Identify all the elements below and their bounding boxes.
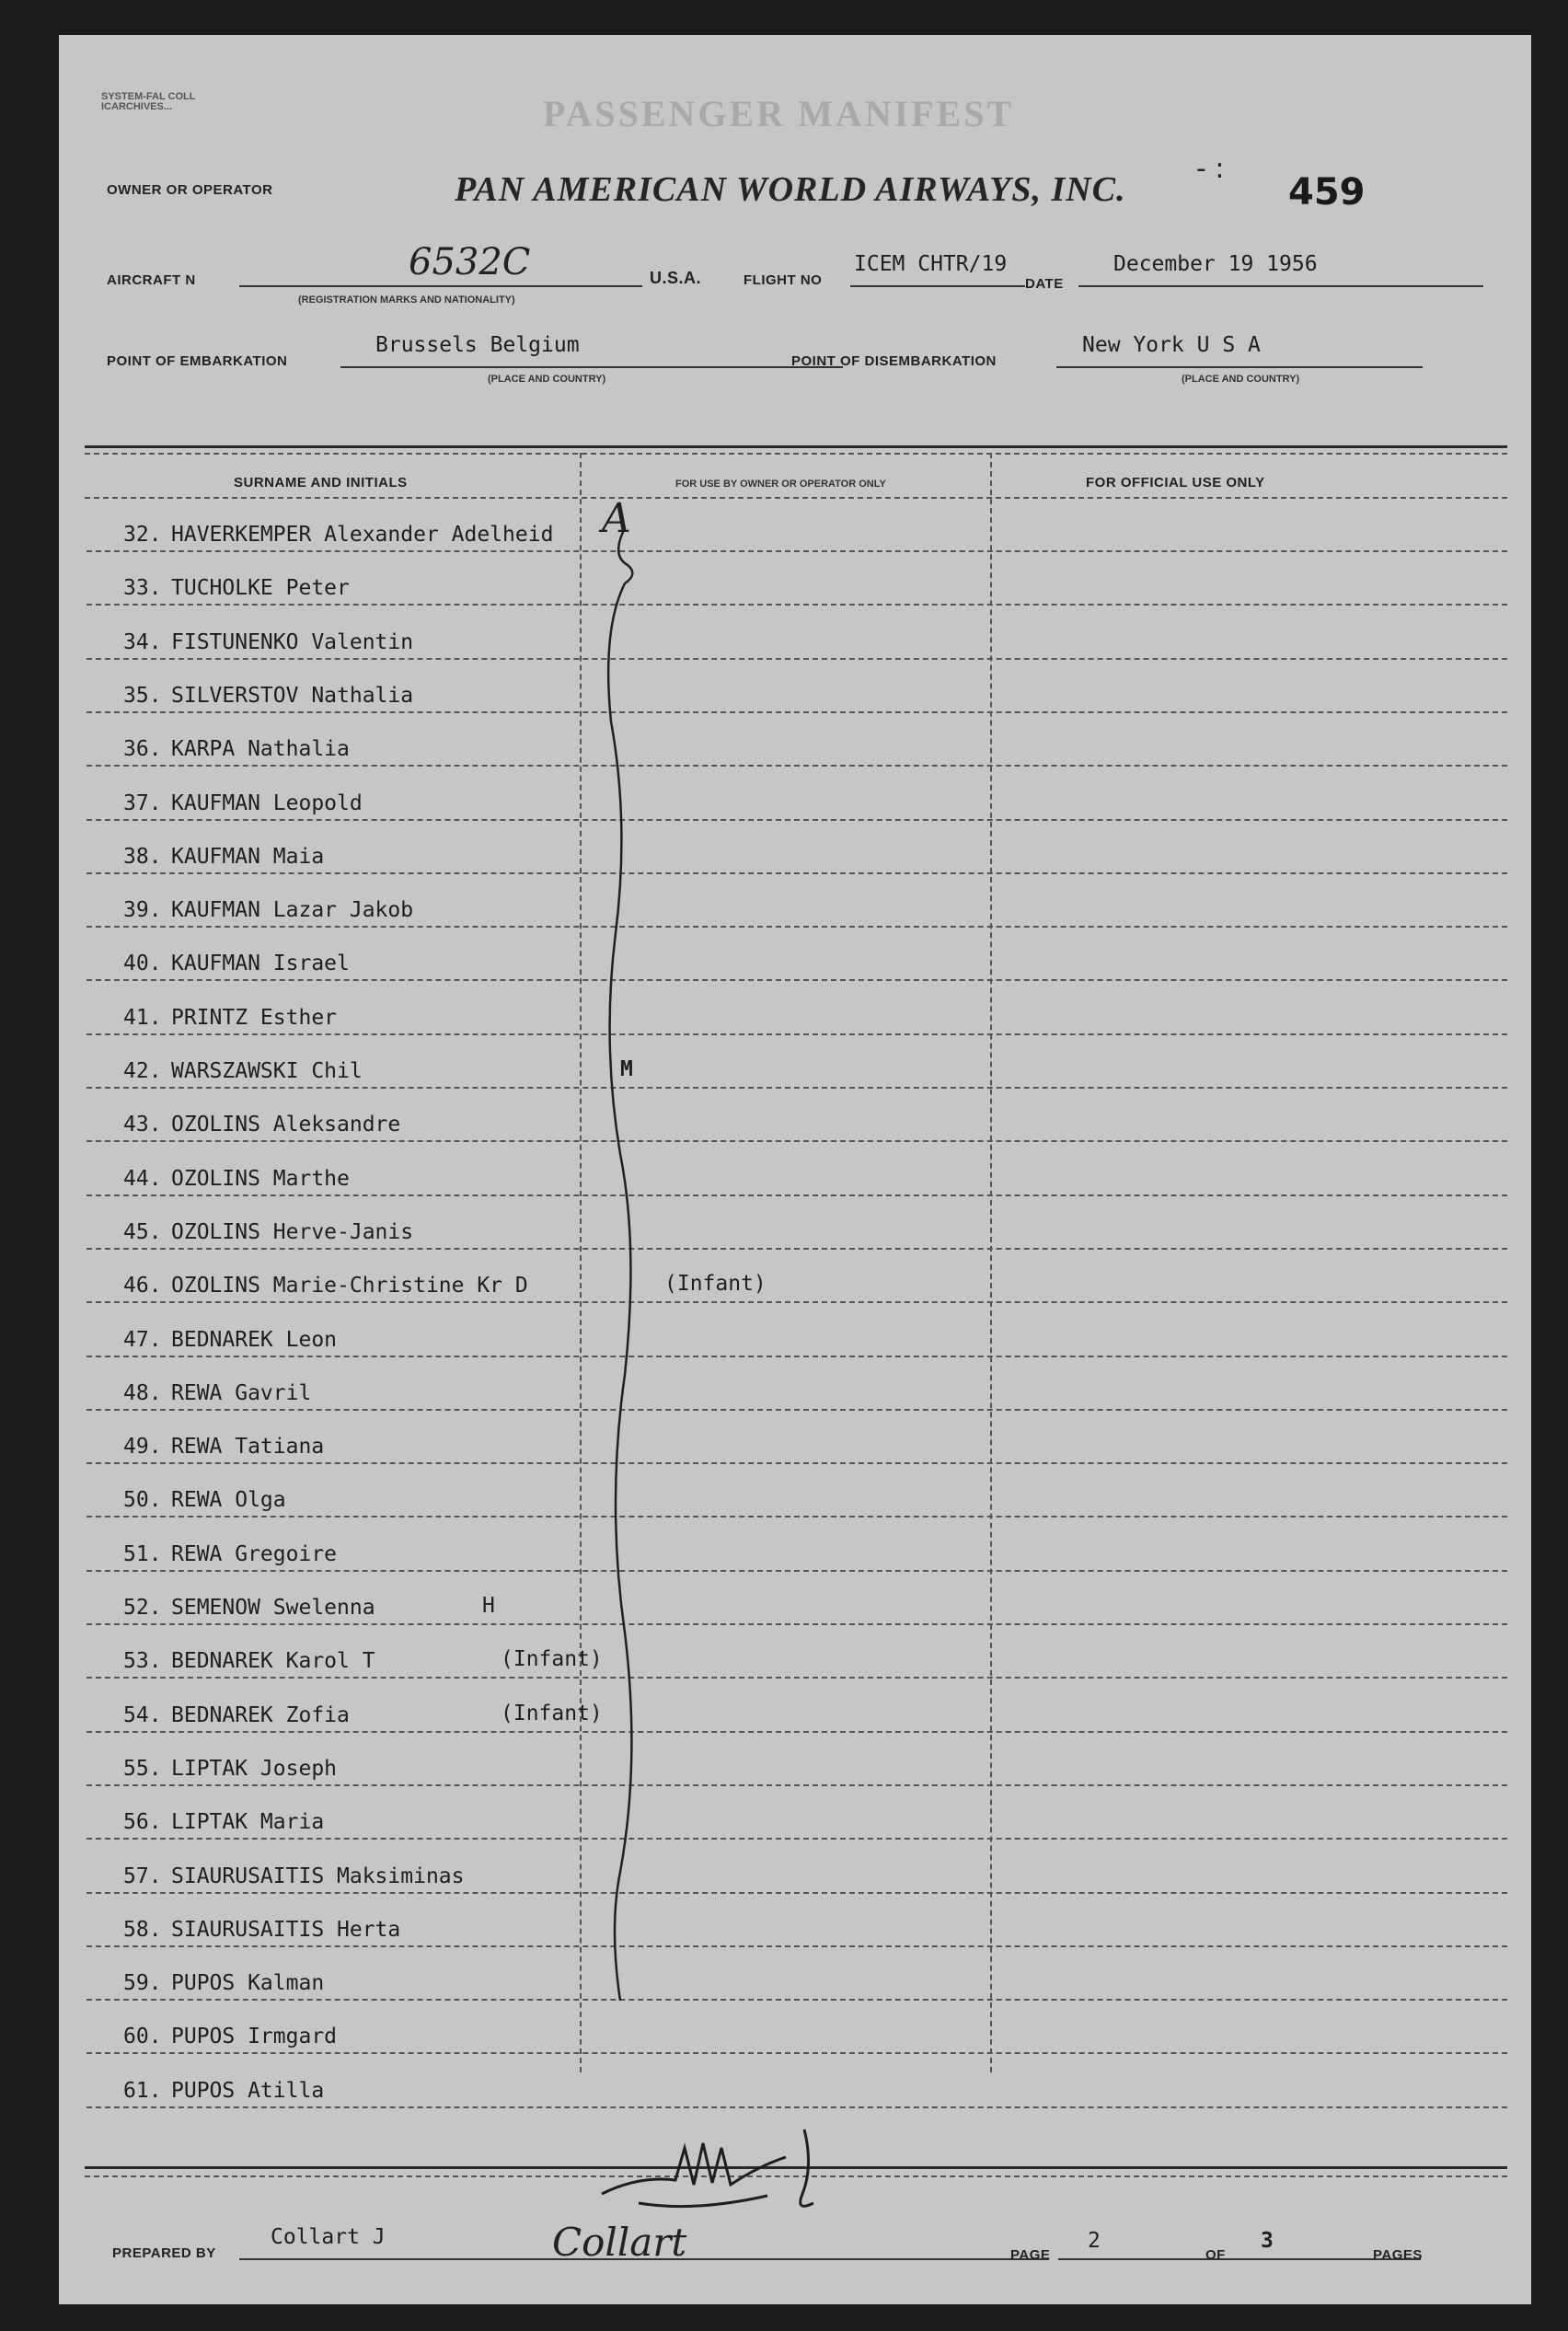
date-value: December 19 1956 (1113, 252, 1318, 276)
passenger-number: 52. (123, 1596, 162, 1620)
flight-label: FLIGHT NO (744, 272, 823, 288)
owner-label: OWNER OR OPERATOR (107, 182, 273, 198)
passenger-name: BEDNAREK Leon (171, 1327, 338, 1352)
passenger-number: 60. (123, 2025, 162, 2049)
passenger-name: WARSZAWSKI Chil (171, 1059, 363, 1083)
stamp-line-1: SYSTEM-FAL COLL (101, 91, 196, 102)
col-header-surname: SURNAME AND INITIALS (234, 475, 408, 490)
passenger-number: 57. (123, 1864, 162, 1888)
signature: Collart (552, 2220, 687, 2265)
page-underline (1058, 2258, 1261, 2260)
registration-caption: (REGISTRATION MARKS AND NATIONALITY) (298, 294, 515, 306)
tick-marks: - : (1196, 153, 1225, 185)
passenger-number: 43. (123, 1113, 162, 1137)
aircraft-value: 6532C (409, 241, 531, 283)
owner-mark-a: A (602, 495, 631, 542)
usa-label: U.S.A. (650, 269, 702, 287)
table-top-rule-2 (85, 453, 1507, 455)
archive-stamp (101, 92, 195, 112)
passenger-name: PUPOS Irmgard (171, 2025, 338, 2049)
col-header-official-use: FOR OFFICIAL USE ONLY (1086, 475, 1265, 490)
passenger-number: 38. (123, 844, 162, 869)
owner-use-note: (Infant) (664, 1272, 767, 1297)
embark-underline (340, 366, 843, 368)
passenger-number: 47. (123, 1327, 162, 1352)
passenger-name: PUPOS Atilla (171, 2078, 325, 2103)
passenger-name: OZOLINS Marthe (171, 1166, 350, 1191)
passenger-number: 58. (123, 1917, 162, 1942)
passenger-name: KAUFMAN Israel (171, 952, 350, 976)
date-label: DATE (1025, 276, 1064, 292)
passenger-note: H (482, 1594, 495, 1618)
passenger-name: LIPTAK Maria (171, 1810, 325, 1835)
disembark-underline (1056, 366, 1423, 368)
passenger-number: 56. (123, 1810, 162, 1835)
of-value: 3 (1261, 2229, 1274, 2253)
passenger-number: 32. (123, 523, 162, 547)
disembark-value: New York U S A (1082, 333, 1261, 357)
page-value: 2 (1088, 2229, 1101, 2253)
passenger-name: REWA Tatiana (171, 1435, 325, 1460)
passenger-number: 53. (123, 1649, 162, 1674)
passenger-number: 61. (123, 2078, 162, 2103)
passenger-number: 48. (123, 1380, 162, 1405)
passenger-number: 50. (123, 1488, 162, 1513)
passenger-number: 35. (123, 683, 162, 708)
owner-ditto-mark (583, 491, 988, 2111)
passenger-number: 45. (123, 1219, 162, 1244)
passenger-name: FISTUNENKO Valentin (171, 629, 414, 654)
passenger-name: LIPTAK Joseph (171, 1756, 338, 1781)
disembark-place-caption: (PLACE AND COUNTRY) (1182, 374, 1300, 385)
embark-label: POINT OF EMBARKATION (107, 353, 288, 369)
passenger-number: 40. (123, 952, 162, 976)
embark-value: Brussels Belgium (375, 333, 580, 357)
page-number-stamp: 459 (1288, 171, 1366, 213)
manifest-sheet (59, 35, 1531, 2304)
passenger-number: 39. (123, 898, 162, 923)
passenger-number: 33. (123, 576, 162, 601)
aircraft-underline (239, 285, 642, 287)
table-top-rule-1 (85, 445, 1507, 448)
passenger-name: PRINTZ Esther (171, 1005, 338, 1030)
passenger-number: 37. (123, 790, 162, 815)
passenger-number: 49. (123, 1435, 162, 1460)
passenger-note: (Infant) (501, 1647, 603, 1672)
passenger-name: SILVERSTOV Nathalia (171, 683, 414, 708)
passenger-name: OZOLINS Herve-Janis (171, 1219, 414, 1244)
passenger-name: BEDNAREK Zofia (171, 1702, 350, 1727)
aircraft-label: AIRCRAFT N (107, 272, 196, 288)
flight-underline (850, 285, 1025, 287)
of-label: OF (1205, 2247, 1226, 2263)
col-header-owner-use: FOR USE BY OWNER OR OPERATOR ONLY (675, 479, 886, 490)
passenger-number: 59. (123, 1971, 162, 1996)
passenger-name: REWA Gregoire (171, 1541, 338, 1566)
passenger-name: BEDNAREK Karol T (171, 1649, 375, 1674)
passenger-name: KAUFMAN Leopold (171, 790, 363, 815)
passenger-name: OZOLINS Aleksandre (171, 1113, 401, 1137)
prepared-label: PREPARED BY (112, 2245, 216, 2261)
passenger-name: SIAURUSAITIS Maksiminas (171, 1864, 465, 1888)
pages-label: PAGES (1373, 2247, 1423, 2263)
passenger-number: 44. (123, 1166, 162, 1191)
passenger-name: OZOLINS Marie-Christine Kr D (171, 1274, 528, 1298)
passenger-number: 34. (123, 629, 162, 654)
faded-form-title: PASSENGER MANIFEST (543, 93, 1015, 134)
embark-place-caption: (PLACE AND COUNTRY) (488, 374, 606, 385)
flight-value: ICEM CHTR/19 (854, 252, 1008, 276)
passenger-number: 41. (123, 1005, 162, 1030)
passenger-number: 55. (123, 1756, 162, 1781)
passenger-name: REWA Gavril (171, 1380, 312, 1405)
passenger-number: 54. (123, 1702, 162, 1727)
passenger-number: 46. (123, 1274, 162, 1298)
date-underline (1078, 285, 1483, 287)
passenger-number: 51. (123, 1541, 162, 1566)
stamp-line-2: ICARCHIVES... (101, 101, 173, 112)
passenger-name: TUCHOLKE Peter (171, 576, 350, 601)
passenger-name: SEMENOW Swelenna (171, 1596, 375, 1620)
passenger-number: 42. (123, 1059, 162, 1083)
passenger-name: KAUFMAN Lazar Jakob (171, 898, 414, 923)
passenger-note: M (620, 1057, 633, 1081)
passenger-name: KAUFMAN Maia (171, 844, 325, 869)
initials-scribble (583, 2093, 896, 2240)
passenger-name: KARPA Nathalia (171, 737, 350, 762)
passenger-name: REWA Olga (171, 1488, 286, 1513)
passenger-note: (Infant) (501, 1701, 603, 1725)
passenger-name: PUPOS Kalman (171, 1971, 325, 1996)
page-label: PAGE (1010, 2247, 1051, 2263)
disembark-label: POINT OF DISEMBARKATION (791, 353, 997, 369)
passenger-name: SIAURUSAITIS Herta (171, 1917, 401, 1942)
passenger-name: HAVERKEMPER Alexander Adelheid (171, 523, 554, 547)
owner-value: PAN AMERICAN WORLD AIRWAYS, INC. (455, 170, 1126, 209)
passenger-number: 36. (123, 737, 162, 762)
prepared-value: Collart J (271, 2225, 386, 2249)
